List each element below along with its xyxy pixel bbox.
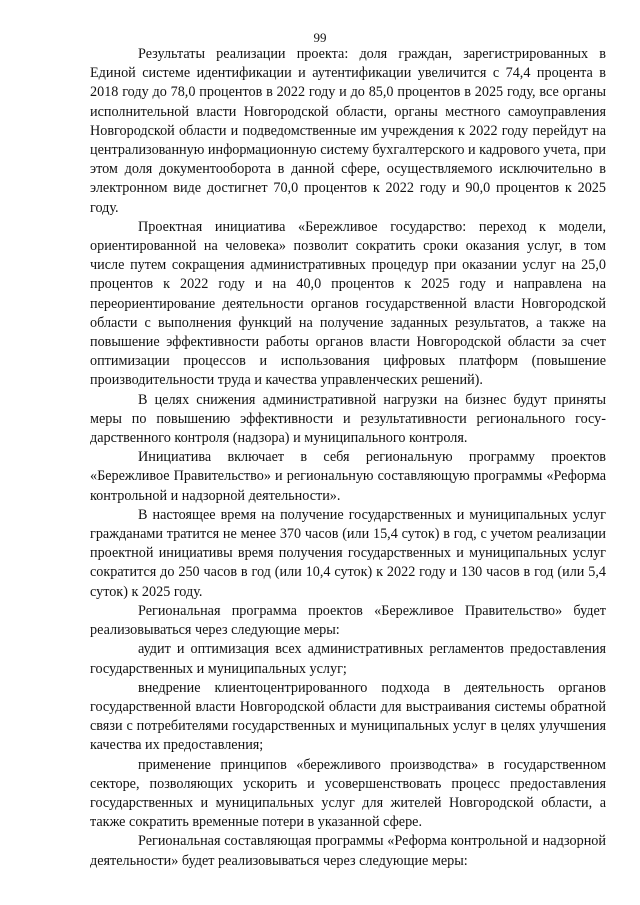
paragraph-lean-government-measures: Региональная программа проектов «Бережливое Правительство» будет реализовываться через следующие меры:: [90, 602, 606, 639]
paragraph-initiative-includes: Инициатива включает в себя региональную программу проектов «Бережливое Правительство» и региональную составляющую программы «Реформа контрольной и надзорной деятельности».: [90, 449, 606, 504]
page-number: 99: [313, 30, 327, 45]
paragraph-business-burden: В целях снижения административной нагрузки на бизнес будут приняты меры по повышению эффективности и результативности регионального государственного контроля (надзора) и муниципального контроля.: [90, 391, 606, 447]
list-item-audit: аудит и оптимизация всех административных регламентов предоставления государственных и муниципальных услуг;: [90, 641, 606, 677]
list-item-lean-production: применение принципов «бережливого производства» в государственном секторе, позволяющих ускорить и усовершенствовать процесс предоставления государственных и муниципальных услуг для жителей Новгородской области, а также сократить временные потери в указанной сфере.: [90, 756, 606, 831]
paragraph-project-results: Результаты реализации проекта: доля граждан, зарегистрированных в Единой системе идентификации и аутентификации увеличится с 74,4 процента в 2018 году до 78,0 процентов в 2022 году и до 85,0 процентов в 2025 году, все органы исполнительной власти Новгородской области, органы местного самоуправления Новгородской области и подведомственные им учреждения к 2022 году перейдут на централизованную информационную систему бухгалтерского и кадрового учета, при этом доля документооборота в данной сфере, осуществляемого исключительно в электронном виде достигнет 70,0 процентов к 2022 году и 90,0 процентов к 2025 году.: [90, 46, 606, 216]
document-body: [90, 45, 606, 871]
paragraph-lean-state-initiative: Проектная инициатива «Бережливое государство: переход к модели, ориентированной на человека» позволит сократить сроки оказания услуг, в том числе путем сокращения административных процедур при оказании услуг на 25,0 процентов к 2022 году и на 40,0 процентов к 2025 году и направлена на переориентирование деятельности органов государственной власти Новгородской области с выполнения функций на получение заданных результатов, а также на повышение эффективности работы органов власти Новгородской области за счет оптимизации процессов и использования цифровых платформ (повышение производительности труда и качества управленческих решений).: [90, 218, 606, 389]
paragraph-service-time: В настоящее время на получение государственных и муниципальных услуг гражданами тратится не менее 370 часов (или 15,4 суток) в год, с учетом реализации проектной инициативы время получения государственных и муниципальных услуг сократится до 250 часов в год (или 10,4 суток) к 2022 году и 130 часов в год (или 5,4 суток) к 2025 году.: [90, 506, 606, 600]
paragraph-control-reform-measures: Региональная составляющая программы «Реформа контрольной и надзорной деятельности» будет реализовываться через следующие меры:: [90, 833, 606, 869]
list-item-client-centric: внедрение клиентоцентрированного подхода в деятельность органов государственной власти Новгородской области для выстраивания системы обратной связи с потребителями государственных и муниципальных услуг в целях улучшения качества их предоставления;: [90, 679, 606, 754]
